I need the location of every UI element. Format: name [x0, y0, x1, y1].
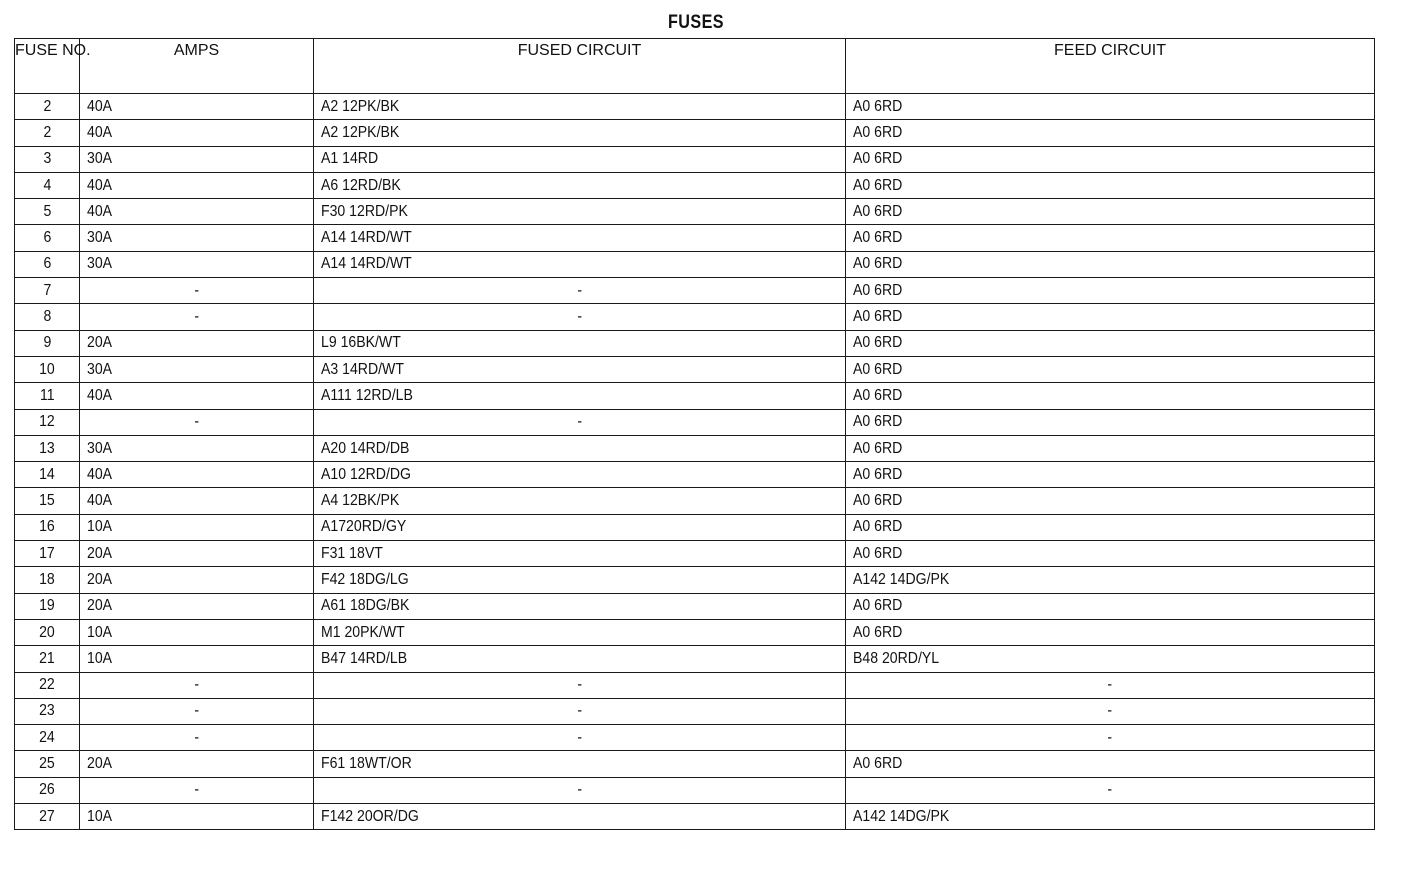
feed-circuit-cell-text: A0 6RD [853, 334, 903, 352]
fused-circuit-cell-text: A14 14RD/WT [321, 229, 412, 247]
amps-cell [80, 94, 314, 120]
fused-circuit-cell [314, 646, 846, 672]
table-row [15, 646, 1375, 672]
fused-circuit-cell [314, 225, 846, 251]
amps-cell [80, 593, 314, 619]
amps-cell-text: 10A [87, 649, 113, 667]
fused-circuit-cell [314, 619, 846, 645]
table-row [15, 804, 1375, 830]
table-header [15, 39, 1375, 94]
fuse-number-cell-text: 4 [43, 176, 51, 194]
feed-circuit-cell-text: A0 6RD [853, 623, 903, 641]
feed-circuit-cell-text: A0 6RD [853, 386, 903, 404]
feed-circuit-cell [846, 541, 1375, 567]
table-row [15, 698, 1375, 724]
fuse-number-cell [15, 462, 80, 488]
feed-circuit-cell [846, 646, 1375, 672]
fuse-number-cell [15, 356, 80, 382]
fuse-number-cell-text: 24 [39, 728, 55, 746]
fuse-number-cell [15, 698, 80, 724]
feed-circuit-cell-text: A0 6RD [853, 123, 903, 141]
table-row [15, 462, 1375, 488]
amps-cell [80, 120, 314, 146]
fused-circuit-cell-text: A61 18DG/BK [321, 597, 410, 615]
fused-circuit-cell-text: F30 12RD/PK [321, 202, 408, 220]
fused-circuit-cell-text: - [577, 676, 582, 694]
feed-circuit-cell [846, 172, 1375, 198]
amps-cell [80, 541, 314, 567]
fuse-number-cell [15, 330, 80, 356]
feed-circuit-cell-text: - [1107, 728, 1113, 746]
amps-cell-text: 40A [87, 176, 113, 194]
fused-circuit-cell-text: A10 12RD/DG [321, 465, 411, 483]
fused-circuit-cell [314, 94, 846, 120]
fused-circuit-cell-text: - [577, 781, 582, 799]
amps-cell-text: 20A [87, 570, 113, 588]
feed-circuit-cell-text: A0 6RD [853, 755, 903, 773]
amps-cell [80, 383, 314, 409]
fused-circuit-cell [314, 278, 846, 304]
fused-circuit-cell [314, 541, 846, 567]
table-row [15, 304, 1375, 330]
amps-cell-text: 40A [87, 123, 113, 141]
fuse-number-cell [15, 199, 80, 225]
feed-circuit-cell-text: - [1107, 702, 1113, 720]
fused-circuit-cell-text: A4 12BK/PK [321, 492, 400, 510]
table-row [15, 146, 1375, 172]
amps-cell-text: 20A [87, 334, 113, 352]
table-row [15, 356, 1375, 382]
amps-cell [80, 777, 314, 803]
fused-circuit-cell-text: F42 18DG/LG [321, 570, 409, 588]
fuse-number-cell-text: 6 [43, 229, 51, 247]
fuse-number-cell-text: 9 [43, 334, 51, 352]
feed-circuit-cell [846, 725, 1375, 751]
fuse-number-cell-text: 5 [43, 202, 51, 220]
fuse-number-cell [15, 804, 80, 830]
amps-cell-text: 20A [87, 597, 113, 615]
amps-cell-text: 30A [87, 360, 113, 378]
page-title: FUSES [668, 12, 724, 33]
fused-circuit-cell-text: A1720RD/GY [321, 518, 407, 536]
feed-circuit-cell-text: - [1107, 676, 1113, 694]
fuse-number-cell-text: 18 [39, 570, 55, 588]
feed-circuit-cell-text: A0 6RD [853, 518, 903, 536]
feed-circuit-cell-text: A0 6RD [853, 150, 903, 168]
fuse-number-cell [15, 593, 80, 619]
feed-circuit-cell [846, 356, 1375, 382]
feed-circuit-cell [846, 146, 1375, 172]
fused-circuit-cell-text: - [577, 413, 582, 431]
table-body [15, 94, 1375, 830]
amps-cell [80, 698, 314, 724]
fuse-number-cell-text: 8 [43, 308, 51, 326]
amps-cell-text: 40A [87, 465, 113, 483]
fuse-number-cell [15, 488, 80, 514]
amps-cell-text: - [194, 676, 199, 694]
fused-circuit-cell [314, 804, 846, 830]
table-row [15, 619, 1375, 645]
table-row [15, 751, 1375, 777]
header-feed-circuit: FEED CIRCUIT [846, 39, 1375, 94]
fused-circuit-cell [314, 383, 846, 409]
feed-circuit-cell [846, 567, 1375, 593]
fuse-number-cell [15, 146, 80, 172]
table-row [15, 251, 1375, 277]
fused-circuit-cell [314, 698, 846, 724]
fuse-number-cell [15, 619, 80, 645]
feed-circuit-cell-text: A0 6RD [853, 465, 903, 483]
table-row [15, 435, 1375, 461]
feed-circuit-cell-text: A0 6RD [853, 439, 903, 457]
fused-circuit-cell [314, 251, 846, 277]
table-row [15, 383, 1375, 409]
fused-circuit-cell-text: A2 12PK/BK [321, 97, 400, 115]
fuse-number-cell [15, 672, 80, 698]
fuse-number-cell-text: 6 [43, 255, 51, 273]
fused-circuit-cell-text: - [577, 281, 582, 299]
fuse-number-cell-text: 12 [39, 413, 55, 431]
amps-cell-text: 10A [87, 807, 113, 825]
fused-circuit-cell [314, 356, 846, 382]
feed-circuit-cell [846, 278, 1375, 304]
header-fused-circuit: FUSED CIRCUIT [314, 39, 846, 94]
fuse-number-cell-text: 2 [43, 123, 51, 141]
feed-circuit-cell [846, 409, 1375, 435]
fuse-number-cell-text: 13 [39, 439, 55, 457]
fused-circuit-cell [314, 672, 846, 698]
fuse-number-cell-text: 23 [39, 702, 55, 720]
feed-circuit-cell [846, 225, 1375, 251]
fuse-number-cell [15, 777, 80, 803]
fuse-number-cell-text: 26 [39, 781, 55, 799]
feed-circuit-cell-text: A0 6RD [853, 281, 903, 299]
amps-cell-text: - [194, 308, 199, 326]
header-fuse-no: FUSE NO. [15, 39, 80, 94]
fuse-number-cell-text: 21 [39, 649, 55, 667]
feed-circuit-cell [846, 698, 1375, 724]
feed-circuit-cell-text: A0 6RD [853, 413, 903, 431]
amps-cell [80, 409, 314, 435]
feed-circuit-cell [846, 199, 1375, 225]
fused-circuit-cell-text: - [577, 702, 582, 720]
amps-cell-text: - [194, 781, 199, 799]
fuse-number-cell-text: 17 [39, 544, 55, 562]
table-row [15, 409, 1375, 435]
fused-circuit-cell [314, 172, 846, 198]
amps-cell-text: 30A [87, 255, 113, 273]
feed-circuit-cell [846, 514, 1375, 540]
feed-circuit-cell [846, 435, 1375, 461]
table-row [15, 199, 1375, 225]
fused-circuit-cell-text: A14 14RD/WT [321, 255, 412, 273]
amps-cell [80, 488, 314, 514]
fuse-number-cell-text: 2 [43, 97, 51, 115]
fused-circuit-cell-text: B47 14RD/LB [321, 649, 408, 667]
fused-circuit-cell [314, 488, 846, 514]
amps-cell [80, 251, 314, 277]
amps-cell-text: 20A [87, 755, 113, 773]
table-row [15, 593, 1375, 619]
fused-circuit-cell [314, 514, 846, 540]
amps-cell [80, 514, 314, 540]
feed-circuit-cell-text: A142 14DG/PK [853, 807, 950, 825]
fuse-number-cell-text: 22 [39, 676, 55, 694]
fuse-number-cell [15, 383, 80, 409]
feed-circuit-cell [846, 619, 1375, 645]
amps-cell [80, 725, 314, 751]
table-row [15, 278, 1375, 304]
fuse-number-cell [15, 278, 80, 304]
fuse-number-cell-text: 27 [39, 807, 55, 825]
fused-circuit-cell [314, 409, 846, 435]
feed-circuit-cell-text: A0 6RD [853, 255, 903, 273]
amps-cell [80, 199, 314, 225]
amps-cell [80, 304, 314, 330]
amps-cell-text: - [194, 702, 199, 720]
feed-circuit-cell [846, 488, 1375, 514]
table-row [15, 514, 1375, 540]
fused-circuit-cell-text: A6 12RD/BK [321, 176, 401, 194]
fused-circuit-cell [314, 567, 846, 593]
feed-circuit-cell-text: B48 20RD/YL [853, 649, 940, 667]
header-amps: AMPS [80, 39, 314, 94]
fuse-number-cell-text: 15 [39, 492, 55, 510]
fuse-number-cell-text: 11 [39, 386, 55, 404]
amps-cell-text: 30A [87, 439, 113, 457]
fuse-number-cell [15, 304, 80, 330]
fuse-number-cell-text: 10 [39, 360, 55, 378]
amps-cell [80, 804, 314, 830]
amps-cell-text: 40A [87, 492, 113, 510]
fuse-number-cell-text: 14 [39, 465, 55, 483]
fuse-number-cell [15, 225, 80, 251]
amps-cell-text: - [194, 281, 199, 299]
header-row [15, 39, 1375, 94]
fuse-number-cell-text: 20 [39, 623, 55, 641]
fuse-number-cell [15, 120, 80, 146]
fuse-number-cell [15, 751, 80, 777]
amps-cell [80, 435, 314, 461]
fused-circuit-cell-text: A2 12PK/BK [321, 123, 400, 141]
fused-circuit-cell-text: A1 14RD [321, 150, 379, 168]
fuse-number-cell [15, 646, 80, 672]
fuse-number-cell [15, 172, 80, 198]
fused-circuit-cell-text: A20 14RD/DB [321, 439, 410, 457]
amps-cell [80, 225, 314, 251]
feed-circuit-cell-text: A0 6RD [853, 360, 903, 378]
fused-circuit-cell [314, 146, 846, 172]
table-row [15, 725, 1375, 751]
feed-circuit-cell [846, 462, 1375, 488]
fused-circuit-cell-text: - [577, 308, 582, 326]
feed-circuit-cell [846, 672, 1375, 698]
fuse-number-cell [15, 567, 80, 593]
feed-circuit-cell [846, 304, 1375, 330]
fuse-number-cell [15, 435, 80, 461]
amps-cell-text: 20A [87, 544, 113, 562]
fused-circuit-cell [314, 304, 846, 330]
amps-cell [80, 751, 314, 777]
fuse-number-cell [15, 514, 80, 540]
fused-circuit-cell [314, 435, 846, 461]
feed-circuit-cell [846, 330, 1375, 356]
feed-circuit-cell [846, 251, 1375, 277]
fused-circuit-cell-text: A111 12RD/LB [321, 386, 413, 404]
amps-cell-text: 10A [87, 623, 113, 641]
table-row [15, 94, 1375, 120]
fuse-number-cell [15, 725, 80, 751]
feed-circuit-cell [846, 804, 1375, 830]
fused-circuit-cell-text: M1 20PK/WT [321, 623, 405, 641]
fused-circuit-cell-text: F61 18WT/OR [321, 755, 412, 773]
fuse-number-cell-text: 16 [39, 518, 55, 536]
feed-circuit-cell-text: A0 6RD [853, 544, 903, 562]
feed-circuit-cell-text: A0 6RD [853, 308, 903, 326]
amps-cell [80, 146, 314, 172]
amps-cell-text: 10A [87, 518, 113, 536]
fuse-number-cell [15, 94, 80, 120]
fused-circuit-cell-text: F31 18VT [321, 544, 383, 562]
amps-cell-text: 40A [87, 202, 113, 220]
amps-cell [80, 567, 314, 593]
feed-circuit-cell-text: A0 6RD [853, 492, 903, 510]
feed-circuit-cell [846, 777, 1375, 803]
table-row [15, 672, 1375, 698]
table-row [15, 488, 1375, 514]
fuse-number-cell-text: 19 [39, 597, 55, 615]
amps-cell-text: 40A [87, 97, 113, 115]
feed-circuit-cell [846, 751, 1375, 777]
fused-circuit-cell-text: L9 16BK/WT [321, 334, 401, 352]
feed-circuit-cell-text: A0 6RD [853, 176, 903, 194]
table-row [15, 777, 1375, 803]
amps-cell-text: - [194, 413, 199, 431]
table-row [15, 172, 1375, 198]
fused-circuit-cell [314, 199, 846, 225]
fuse-number-cell-text: 3 [43, 150, 51, 168]
amps-cell [80, 619, 314, 645]
amps-cell [80, 330, 314, 356]
fuse-number-cell [15, 541, 80, 567]
amps-cell [80, 462, 314, 488]
feed-circuit-cell-text: A0 6RD [853, 97, 903, 115]
amps-cell-text: 30A [87, 150, 113, 168]
fused-circuit-cell [314, 725, 846, 751]
fused-circuit-cell-text: A3 14RD/WT [321, 360, 404, 378]
feed-circuit-cell-text: A0 6RD [853, 597, 903, 615]
fused-circuit-cell [314, 330, 846, 356]
amps-cell-text: 30A [87, 229, 113, 247]
fuse-number-cell-text: 7 [43, 281, 51, 299]
amps-cell [80, 672, 314, 698]
fused-circuit-cell-text: - [577, 728, 582, 746]
fuse-number-cell-text: 25 [39, 755, 55, 773]
feed-circuit-cell [846, 383, 1375, 409]
feed-circuit-cell-text: - [1107, 781, 1113, 799]
amps-cell-text: 40A [87, 386, 113, 404]
amps-cell [80, 172, 314, 198]
fused-circuit-cell [314, 751, 846, 777]
feed-circuit-cell-text: A0 6RD [853, 202, 903, 220]
amps-cell [80, 646, 314, 672]
feed-circuit-cell [846, 94, 1375, 120]
table-row [15, 330, 1375, 356]
fused-circuit-cell-text: F142 20OR/DG [321, 807, 419, 825]
fuses-table [14, 38, 1375, 830]
feed-circuit-cell-text: A142 14DG/PK [853, 570, 950, 588]
fused-circuit-cell [314, 777, 846, 803]
table-row [15, 120, 1375, 146]
amps-cell-text: - [194, 728, 199, 746]
fused-circuit-cell [314, 120, 846, 146]
feed-circuit-cell-text: A0 6RD [853, 229, 903, 247]
table-row [15, 567, 1375, 593]
feed-circuit-cell [846, 120, 1375, 146]
feed-circuit-cell [846, 593, 1375, 619]
fuse-number-cell [15, 409, 80, 435]
table-row [15, 225, 1375, 251]
amps-cell [80, 278, 314, 304]
fused-circuit-cell [314, 593, 846, 619]
fuse-number-cell [15, 251, 80, 277]
fused-circuit-cell [314, 462, 846, 488]
amps-cell [80, 356, 314, 382]
table-row [15, 541, 1375, 567]
